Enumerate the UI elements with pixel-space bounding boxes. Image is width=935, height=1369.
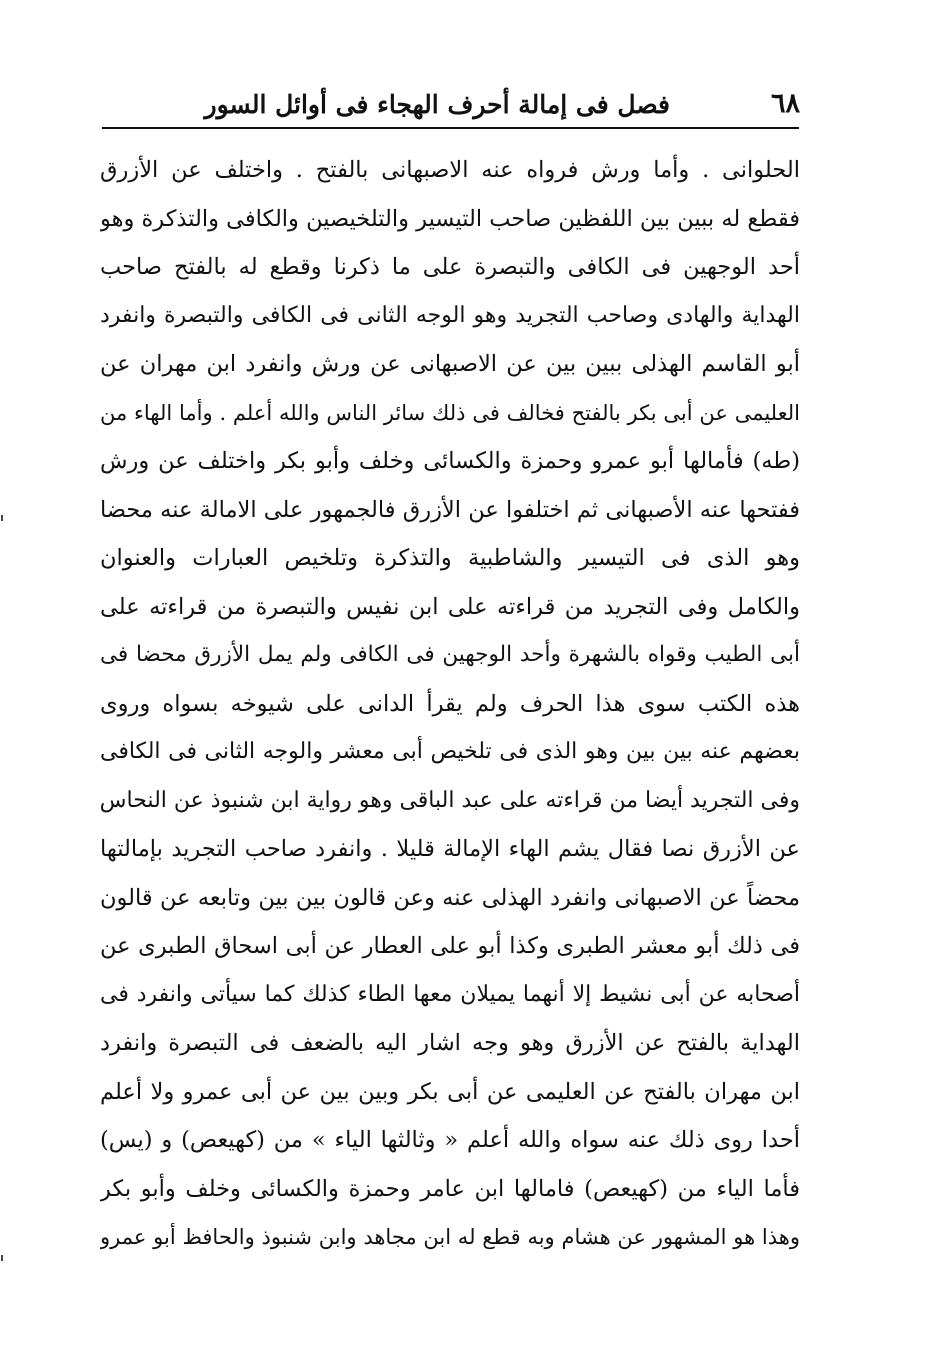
text-line: أحد الوجهين فى الكافى والتبصرة على ما ذكرنا وقطع له بالفتح صاحب <box>100 254 800 280</box>
text-line: ففتحها عنه الأصبهانى ثم اختلفوا عن الأزرق فالجمهور على الامالة عنه محضا <box>100 496 800 523</box>
text-line: والكامل وفى التجريد من قراءته على ابن نفيس والتبصرة من قراءته على <box>100 593 800 620</box>
text-line: الحلوانى . وأما ورش فرواه عنه الاصبهانى بالفتح . واختلف عن الأزرق <box>100 157 800 183</box>
text-line: وهو الذى فى التيسير والشاطبية والتذكرة وتلخيص العبارات والعنوان <box>100 545 800 571</box>
text-line: أحدا روى ذلك عنه سواه والله أعلم « وثالثها الياء » من (كهيعص) و (يس) <box>100 1127 800 1153</box>
text-line: أصحابه عن أبى نشيط إلا أنهما يميلان معها الطاء كذلك كما سيأتى وانفرد فى <box>100 981 800 1007</box>
text-line: فأما الياء من (كهيعص) فامالها ابن عامر وحمزة والكسائى وخلف وأبو بكر <box>100 1175 800 1202</box>
text-line: وهذا هو المشهور عن هشام وبه قطع له ابن مجاهد وابن شنبوذ والحافظ أبو عمرو <box>100 1225 800 1249</box>
text-line: الهداية بالفتح عن الأزرق وهو وجه اشار اليه بالضعف فى التبصرة وانفرد <box>100 1030 800 1056</box>
text-line: الهداية والهادى وصاحب التجريد وهو الوجه الثانى فى الكافى والتبصرة وانفرد <box>100 302 800 328</box>
text-line: فقطع له ببين بين اللفظين صاحب التيسير والتلخيصين والكافى والتذكرة وهو <box>100 205 800 232</box>
text-line: بعضهم عنه بين بين وهو الذى فى تلخيص أبى معشر والوجه الثانى فى الكافى <box>100 739 800 764</box>
text-line: هذه الكتب سوى هذا الحرف ولم يقرأ الدانى على شيوخه بسواه وروى <box>100 690 800 717</box>
text-line: أبى الطيب وقواه بالشهرة وأحد الوجهين فى الكافى ولم يمل الأزرق محضا فى <box>100 642 800 667</box>
text-line: وفى التجريد أيضا من قراءته على عبد الباقى وهو رواية ابن شنبوذ عن النحاس <box>100 787 800 813</box>
text-line: عن الأزرق نصا فقال يشم الهاء الإمالة قليلا . وانفرد صاحب التجريد بإمالتها <box>100 836 800 862</box>
scan-margin-mark <box>1 1255 3 1261</box>
text-line: أبو القاسم الهذلى ببين بين عن الاصبهانى عن ورش وانفرد ابن مهران عن <box>100 351 800 377</box>
page-number: ٦٨ <box>770 88 800 119</box>
text-line: محضاً عن الاصبهانى وانفرد الهذلى عنه وعن قالون بين بين وتابعه عن قالون <box>100 884 800 911</box>
text-line: العليمى عن أبى بكر بالفتح فخالف فى ذلك سائر الناس والله أعلم . وأما الهاء من <box>100 400 800 425</box>
running-title: فصل فى إمالة أحرف الهجاء فى أوائل السور <box>204 90 670 119</box>
text-line: ابن مهران بالفتح عن العليمى عن أبى بكر وبين بين عن أبى عمرو ولا أعلم <box>100 1078 800 1105</box>
text-line: فى ذلك أبو معشر الطبرى وكذا أبو على العطار عن أبى اسحاق الطبرى عن <box>100 933 800 959</box>
header-rule <box>102 127 799 129</box>
scan-margin-mark <box>1 515 3 521</box>
page-header <box>100 82 800 132</box>
text-line: (طه) فأمالها أبو عمرو وحمزة والكسائى وخلف وأبو بكر واختلف عن ورش <box>100 448 800 474</box>
body-text <box>100 146 800 1262</box>
